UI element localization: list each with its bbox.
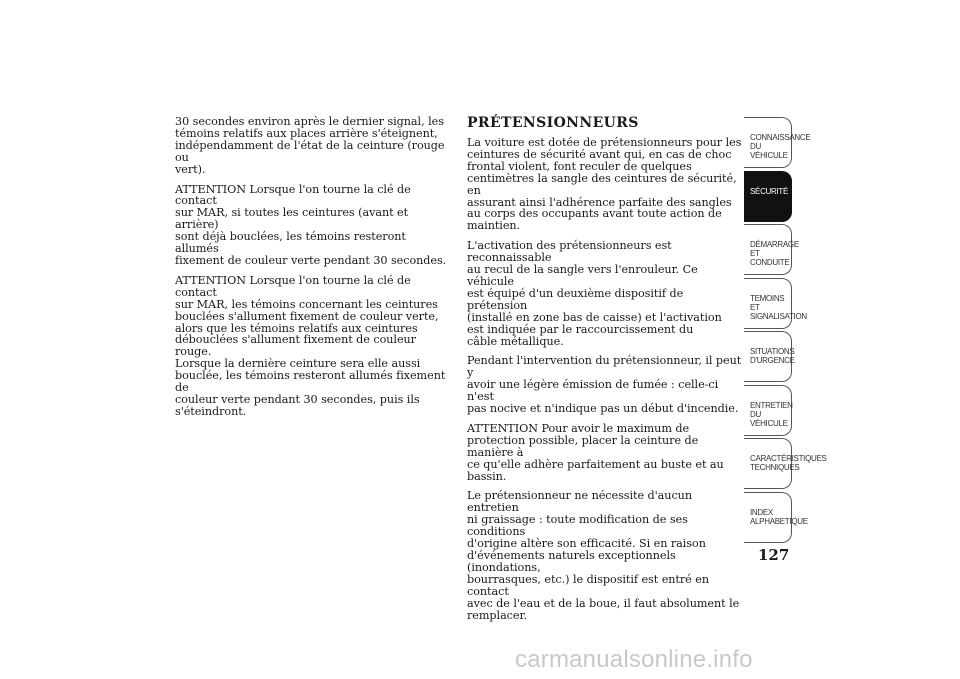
paragraph: Pendant l'intervention du prétensionneur, il peut y avoir une légère émission de fumée : celle-ci n'est pas nocive et n'indique pas un début d'incendie. (467, 354, 742, 416)
tab-temoins-et-signalisation[interactable]: TEMOINS ET SIGNALISATION (744, 278, 792, 329)
page-number: 127 (758, 546, 790, 564)
paragraph: 30 secondes environ après le dernier signal, les témoins relatifs aux places arrière s'éteignent, indépendamment de l'état de la ceinture (rouge ou vert). (175, 115, 445, 176)
paragraph: ATTENTION Pour avoir le maximum de protection possible, placer la ceinture de manière à ce qu'elle adhère parfaitement au buste et au bassin. (467, 421, 724, 483)
paragraph: ATTENTION Lorsque l'on tourne la clé de contact sur MAR, si toutes les ceintures (avant et arrière) sont déjà bouclées, les témoins resteront allumés fixement de couleur verte pendant 30 secondes. (175, 182, 447, 267)
section-title: PRÉTENSIONNEURS (467, 115, 639, 131)
tab-index-alphabetique[interactable]: INDEX ALPHABETIQUE (744, 492, 792, 543)
tab-securite[interactable]: SÉCURITÉ (744, 171, 792, 222)
watermark: carmanualsonline.info (515, 646, 753, 673)
tab-entretien-du-vehicule[interactable]: ENTRETIEN DU VÉHICULE (744, 385, 792, 436)
tab-demarrage-et-conduite[interactable]: DÉMARRAGE ET CONDUITE (744, 224, 792, 275)
paragraph: ATTENTION Lorsque l'on tourne la clé de contact sur MAR, les témoins concernant les ceintures bouclées s'allument fixement de couleur verte, alors que les témoins relatifs aux ceintures débouclées s'allument fixement de couleur rouge. Lorsque la dernière ceinture sera elle aussi bouclée, les témoins resteront allumés fixement de couleur verte pendant 30 secondes, puis ils s'éteindront. (175, 273, 446, 418)
tab-situations-d-urgence[interactable]: SITUATIONS D'URGENCE (744, 331, 792, 382)
paragraph: La voiture est dotée de prétensionneurs pour les ceintures de sécurité avant qui, en cas de choc frontal violent, font reculer de quelques centimètres la sangle des ceintures de sécurité, en assurant ainsi l'adhérence parfaite des sangles au corps des occupants avant toute action de maintien. (467, 136, 742, 233)
chapter-nav (744, 117, 827, 545)
tab-caracteristiques-techniques[interactable]: CARACTÉRISTIQUES TECHNIQUES (744, 438, 792, 489)
right-column (467, 116, 743, 629)
tab-connaissance-du-vehicule[interactable]: CONNAISSANCE DU VÉHICULE (744, 117, 792, 168)
paragraph: L'activation des prétensionneurs est reconnaissable au recul de la sangle vers l'enrouleur. Ce véhicule est équipé d'un deuxième dispositif de prétension (installé en zone bas de caisse) et l'activation est indiquée par le raccourcissement du câble métallique. (467, 239, 722, 348)
paragraph: Le prétensionneur ne nécessite d'aucun entretien ni graissage : toute modification de ses conditions d'origine altère son efficacité. Si en raison d'événements naturels exceptionnels (inondations, bourrasques, etc.) le dispositif est entré en contact avec de l'eau et de la boue, il faut absolument le remplacer. (467, 489, 740, 622)
left-column (175, 116, 451, 426)
